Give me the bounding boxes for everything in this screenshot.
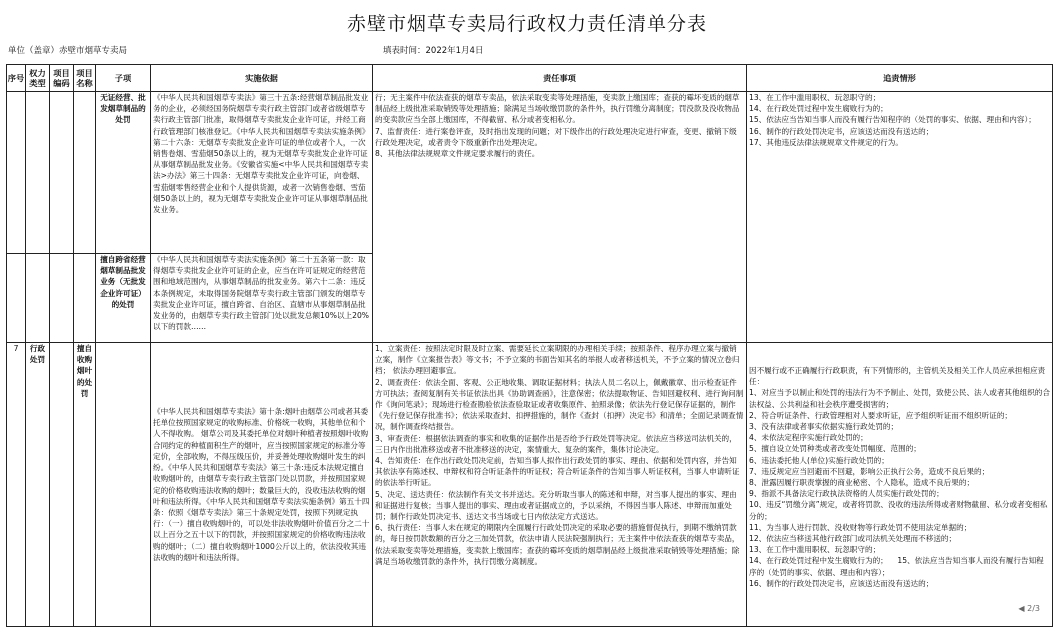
header-duties: 责任事项 bbox=[373, 65, 747, 92]
seq-cell bbox=[7, 92, 26, 254]
table-row bbox=[7, 92, 1053, 254]
header-power-type: 权力类型 bbox=[26, 65, 50, 92]
basis-text: 《中华人民共和国烟草专卖法》第三十五条:经营烟草制品批发业务的企业，必须经国务院烟草专卖行政主管部门或者省级烟草专卖行政主管部门批准，取得烟草专卖批发企业许可证，并经工商行政管理部门核准登记。《中华人民共和国烟草专卖法实施条例》第二十六条：无烟草专卖批发企业许可证的单位或者个人，一次销售卷烟、雪茄烟50条以上的，视为无烟草专卖批发企业许可证从事烟草制品批发业务。《安徽省实施<中华人民共和国烟草专卖法>办法》第三十四条：无烟草专卖批发企业许可证，向卷烟、雪茄烟零售经营企业和个人提供货源，或者一次销售卷烟、雪茄烟50条以上的，视为无烟草专卖批发企业许可证从事烟草制品批发业务。 bbox=[153, 93, 370, 215]
basis-cell bbox=[151, 92, 373, 254]
seq-cell: 7 bbox=[7, 343, 26, 627]
page-title: 赤壁市烟草专卖局行政权力责任清单分表 bbox=[346, 13, 707, 35]
item-name-cell bbox=[74, 92, 96, 254]
page-indicator[interactable]: ◀ 2/3 bbox=[1018, 604, 1040, 613]
duties-cell bbox=[373, 92, 747, 343]
duties-cell bbox=[373, 343, 747, 627]
item-code-cell bbox=[50, 92, 74, 254]
power-type-cell: 行政处罚 bbox=[26, 343, 50, 627]
item-code-cell bbox=[50, 254, 74, 343]
basis-text: 《中华人民共和国烟草专卖法》第十条:烟叶由烟草公司或者其委托单位按照国家规定的收购标准、价格统一收购，其他单位和个人不得收购。 烟草公司及其委托单位对烟叶种植者按照烟叶收购合同约定的种植面积生产的烟叶，应当按照国家规定的标准分等定价，全部收购，不得压级压价，并妥善处理收购烟叶发生的纠纷。《中华人民共和国烟草专卖法》第三十条:违反本法规定擅自收购烟叶的，由烟草专卖行政主管部门处以罚款，并按照国家规定的价格收购违法收购的烟叶；数量巨大的，没收违法收购的烟叶和违法所得。《中华人民共和国烟草专卖法实施条例》第五十四条：依照《烟草专卖法》第三十条规定处罚，按照下列规定执行：（一）擅自收购烟叶的，可以处非法收购烟叶价值百分之二十以上百分之五十以下的罚款，并按照国家规定的价格收购违法收购的烟叶；（二）擅自收购烟叶1000公斤以上的，依法没收其违法收购的烟叶和违法所得。 bbox=[153, 407, 370, 562]
accountability-cell bbox=[747, 343, 1053, 627]
header-basis: 实施依据 bbox=[151, 65, 373, 92]
sub-item-cell: 擅自跨省经营烟草制品批发业务（无批发企业许可证）的处罚 bbox=[96, 254, 151, 343]
header-accountability: 追责情形 bbox=[747, 65, 1053, 92]
accountability-text: 因不履行或不正确履行行政职责，有下列情形的，主管机关及相关工作人员应承担相应责任： 1、对应当予以制止和处罚的违法行为不予制止、处罚，致使公民、法人或者其他组织的合法权益、公共利益和社会秩序遭受损害的； 2、符合听证条件、行政管理相对人要求听证，应予组织听证而不组织听证的； 3、没有法律或者事实依据实施行政处罚的； 4、未依法定程序实施行政处罚的； 5、擅自设立处罚种类或者改变处罚幅度、范围的； 6、违法委托他人(单位)实施行政处罚的； 7、违反规定应当回避而不回避，影响公正执行公务，造成不良后果的； 8、泄露因履行职责掌握的商业秘密、个人隐私，造成不良后果的； 9、指派不具备法定行政执法资格的人员实施行政处罚的； 10、违反“罚缴分离”规定，或者将罚款、没收的违法所得或者财物截留、私分或者变相私分的； 11、为当事人进行罚款、没收财物等行政处罚不使用法定单据的； 12、依法应当移送其他行政部门或司法机关处理而不移送的； 13、在工作中滥用职权、玩忽职守的； 14、在行政处罚过程中发生腐败行为的； 15、依法应当告知当事人而没有履行告知程序的（处罚的事实、依据、理由和内容）； 16、制作的行政处罚决定书，应该送达而没有送达的； bbox=[749, 366, 1050, 588]
seq-cell bbox=[7, 254, 26, 343]
duties-text: 1、立案责任：按照法定时限及时立案、需要延长立案期限的办理相关手续；按照条件、程序办理立案与撤销立案，制作《立案报告表》等文书；不予立案的书面告知其名的举报人或者移送机关，不予立案的情况立卷归档； 依法办理回避事宜。 2、调查责任：依法全面、客观、公正地收集、调取证据材料；执法人员二名以上，佩戴徽章、出示检查证件方可执法；查阅复制有关书证依法出具《协助调查函》，注意保密；依法提取物证、告知回避权利、进行询问制作《询问笔录》；现场进行检查勘验依法查验取证或者收集原件、拍照录像；依法先行登记保存证据的，制作《先行登记保存批准书》；依法采取查封、扣押措施的，制作《查封（扣押）决定书》和清单；全面记录调查情况，制作调查终结报告。 3、审查责任：根据依法调查的事实和收集的证据作出是否给予行政处罚等决定。依法应当移送司法机关的，三日内作出批准移送或者不批准移送的决定，案情重大、复杂的案件，集体讨论决定。 4、告知责任：在作出行政处罚决定前，告知当事人拟作出行政处罚的事实、理由、依据和处罚内容，并告知其依法享有陈述权、申辩权和符合听证条件的听证权；符合听证条件的告知当事人听证权利，当事人申请听证的依法举行听证。 5、决定、送达责任：依法制作有关文书并送达。充分听取当事人的陈述和申辩，对当事人提出的事实、理由和证据进行复核；当事人提出的事实、理由或者证据成立的，予以采纳，不得因当事人陈述、申辩而加重处罚；制作行政处罚决定书、送达文书当场或七日内依法定方式送达。 6、执行责任：当事人未在规定的期限内全面履行行政处罚决定的采取必要的措施督促执行，到期不缴纳罚款的，每日按罚款数额的百分之三加处罚款，依法申请人民法院强制执行；无主案件中依法查获的烟草专卖品，依法采取变卖等处理措施，变卖款上缴国库；查获的霉坏变质的烟草制品经上级批准采取销毁等处理措施；除满足当场收缴罚款的条件外，执行罚缴分离制度。 bbox=[375, 344, 744, 566]
table-row bbox=[7, 343, 1053, 627]
unit-label: 单位（盖章）赤壁市烟草专卖局 bbox=[8, 46, 128, 56]
header-sub-item: 子项 bbox=[96, 65, 151, 92]
basis-cell bbox=[151, 254, 373, 343]
power-type-cell bbox=[26, 254, 50, 343]
accountability-cell bbox=[747, 92, 1053, 343]
sub-item-cell bbox=[96, 343, 151, 627]
basis-text: 《中华人民共和国烟草专卖法实施条例》第二十五条第一款：取得烟草专卖批发企业许可证的企业，应当在许可证规定的经营范围和地域范围内，从事烟草制品的批发业务。第六十二条：违反本条例规定，未取得国务院烟草专卖行政主管部门颁发的烟草专卖批发企业许可证，擅自跨省、自治区、直辖市从事烟草制品批发业务的，由烟草专卖行政主管部门处以批发总额10%以上20%以下的罚款…… bbox=[153, 255, 370, 332]
header-row bbox=[7, 65, 1053, 92]
item-name-cell: 擅自收购烟叶的处罚 bbox=[74, 343, 96, 627]
accountability-text: 13、在工作中滥用职权、玩忽职守的； 14、在行政处罚过程中发生腐败行为的； 15、依法应当告知当事人而没有履行告知程序的（处罚的事实、依据、理由和内容）； 16、制作的行政处罚决定书，应该送达而没有送达的； 17、其他违反法律法规规章文件规定的行为。 bbox=[749, 93, 1036, 147]
sub-item-cell: 无证经营、批发烟草制品的处罚 bbox=[96, 92, 151, 254]
header-seq: 序号 bbox=[7, 65, 26, 92]
basis-cell bbox=[151, 343, 373, 627]
date-label: 填表时间：2022年1月4日 bbox=[383, 46, 484, 56]
header-item-name: 项目名称 bbox=[74, 65, 96, 92]
power-type-cell bbox=[26, 92, 50, 254]
item-code-cell bbox=[50, 343, 74, 627]
item-name-cell bbox=[74, 254, 96, 343]
header-item-code: 项目编码 bbox=[50, 65, 74, 92]
duties-text: 行；无主案件中依法查获的烟草专卖品，依法采取变卖等处理措施，变卖款上缴国库；查获的霉坏变质的烟草制品经上级批准采取销毁等处理措施；除满足当场收缴罚款的条件外，执行罚缴分离制度；罚没款及没收物品的变卖款应当全部上缴国库，不得截留、私分或者变相私分。 7、监督责任：进行案卷评查，及时指出发现的问题；对下级作出的行政处理决定进行审查，变更、撤销下级行政处理决定，或者责令下级重新作出处理决定。 8、其他法律法规规章文件规定要求履行的责任。 bbox=[375, 93, 740, 159]
responsibility-table bbox=[6, 64, 1053, 627]
